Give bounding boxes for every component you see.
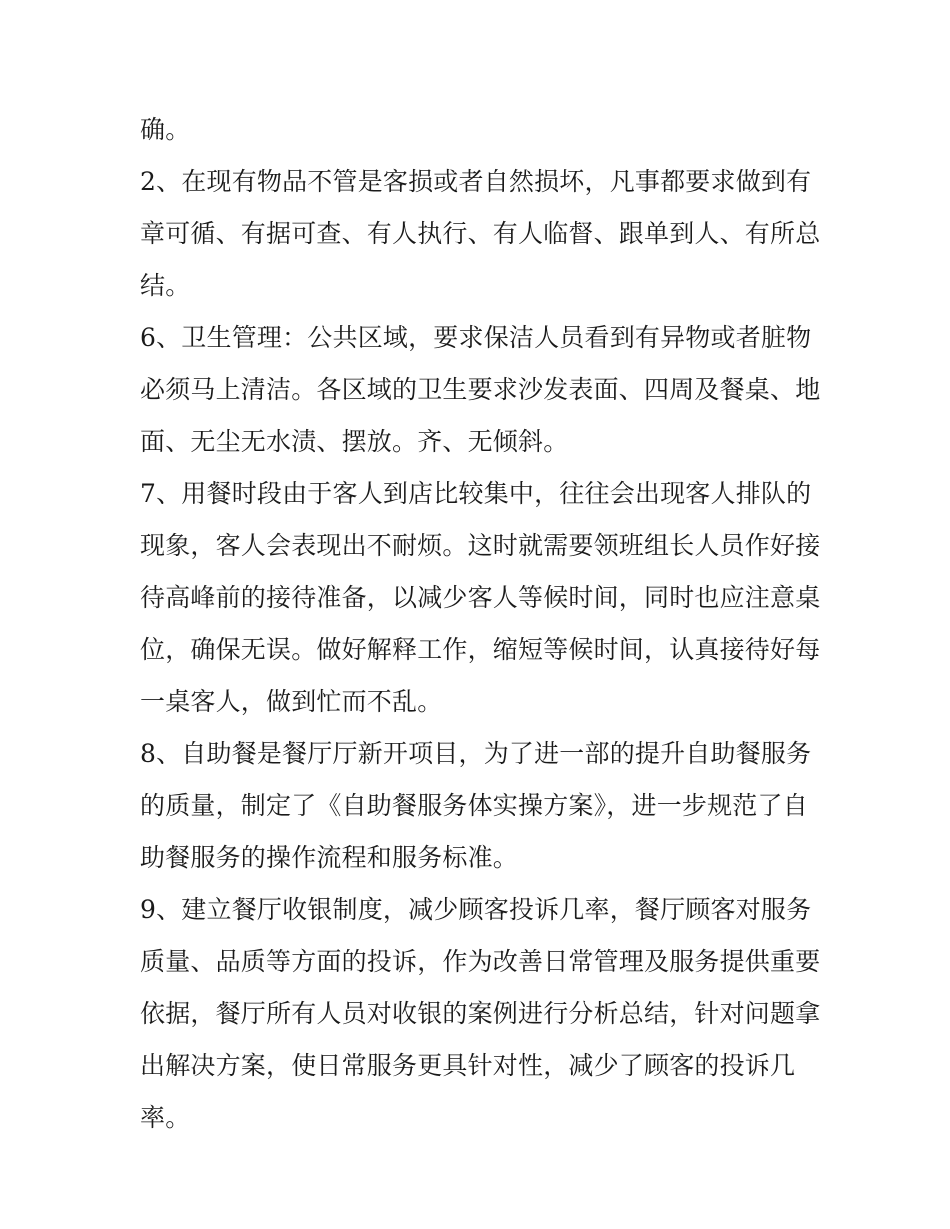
text-line: 必须马上清洁。各区域的卫生要求沙发表面、四周及餐桌、地 [140,375,820,404]
text-line: 9、建立餐厅收银制度，减少顾客投诉几率，餐厅顾客对服务 [140,895,812,924]
text-line: 6、卫生管理：公共区域，要求保洁人员看到有异物或者脏物 [140,323,812,352]
text-line: 出解决方案，使日常服务更具针对性，减少了顾客的投诉几 [140,1051,796,1080]
text-line: 现象，客人会表现出不耐烦。这时就需要领班组长人员作好接 [140,531,820,560]
text-line: 章可循、有据可查、有人执行、有人临督、跟单到人、有所总 [140,219,820,248]
text-line: 7、用餐时段由于客人到店比较集中，往往会出现客人排队的 [140,479,812,508]
text-line: 助餐服务的操作流程和服务标准。 [140,843,519,872]
text-line: 8、自助餐是餐厅厅新开项目，为了进一部的提升自助餐服务 [140,739,812,768]
text-line: 质量、品质等方面的投诉，作为改善日常管理及服务提供重要 [140,947,820,976]
text-line: 待高峰前的接待准备，以减少客人等候时间，同时也应注意桌 [140,583,820,612]
text-line: 依据，餐厅所有人员对收银的案例进行分析总结，针对问题拿 [140,999,820,1028]
text-line: 面、无尘无水渍、摆放。齐、无倾斜。 [140,427,569,456]
text-line: 一桌客人，做到忙而不乱。 [140,687,443,716]
document-body [140,104,820,1144]
text-line: 结。 [140,271,191,300]
text-line: 的质量，制定了《自助餐服务体实操方案》，进一步规范了自 [140,791,808,820]
text-line: 确。 [140,115,191,144]
text-line: 2、在现有物品不管是客损或者自然损坏，凡事都要求做到有 [140,167,812,196]
text-line: 率。 [140,1103,191,1132]
text-line: 位，确保无误。做好解释工作，缩短等候时间，认真接待好每 [140,635,820,664]
